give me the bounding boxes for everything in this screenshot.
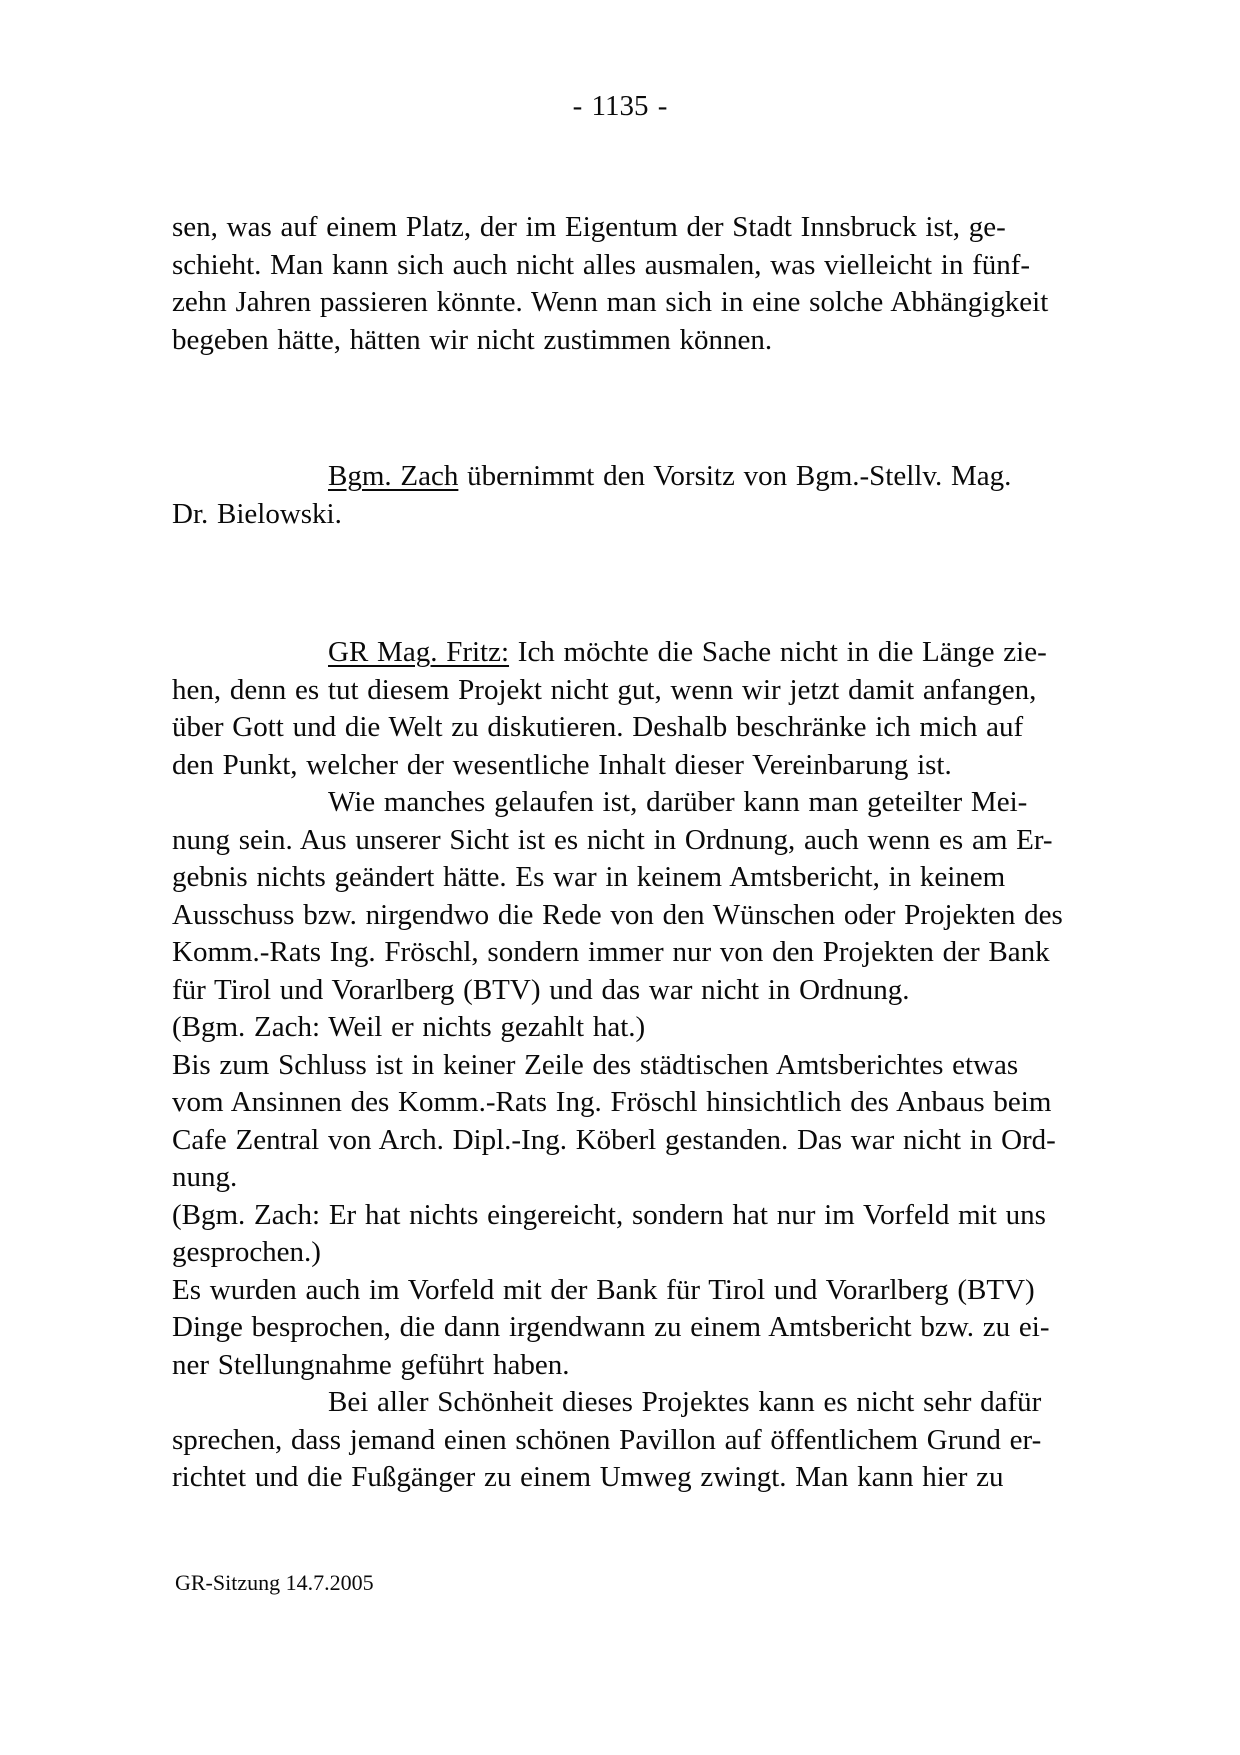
text-segment: Ich möchte die Sache nicht in die Länge zie- [509,636,1047,668]
paragraph-block [172,209,1102,359]
text-line [172,1272,1102,1310]
underlined-speaker-name: GR Mag. Fritz: [328,636,510,668]
text-segment: ner Stellungnahme geführt haben. [172,1348,570,1381]
text-segment: (Bgm. Zach: Er hat nichts eingereicht, sondern hat nur im Vorfeld mit uns [172,1198,1046,1231]
text-line [172,897,1102,935]
text-segment: Bei aller Schönheit dieses Projektes kann es nicht sehr dafür [328,1386,1042,1418]
text-line [172,1009,1102,1047]
text-segment: nung sein. Aus unserer Sicht ist es nicht in Ordnung, auch wenn es am Er- [172,823,1053,856]
text-line [172,1197,1102,1235]
text-segment: sprechen, dass jemand einen schönen Pavillon auf öffentlichem Grund er- [172,1423,1042,1456]
text-line [172,1159,1102,1197]
text-line [172,1084,1102,1122]
text-line [172,1122,1102,1160]
text-line [172,1459,1102,1497]
underlined-speaker-name: Bgm. Zach [328,460,459,492]
text-segment: Es wurden auch im Vorfeld mit der Bank für Tirol und Vorarlberg (BTV) [172,1273,1035,1306]
text-line [172,1234,1102,1272]
text-line [172,934,1102,972]
text-line [172,496,1102,534]
text-line [172,458,1102,496]
text-line [172,822,1102,860]
text-segment: richtet und die Fußgänger zu einem Umweg zwingt. Man kann hier zu [172,1461,1004,1493]
text-segment: gebnis nichts geändert hätte. Es war in keinem Amtsbericht, in keinem [172,861,1006,893]
text-segment: Cafe Zentral von Arch. Dipl.-Ing. Köberl gestanden. Das war nicht in Ord- [172,1123,1056,1156]
text-line [172,247,1102,285]
text-segment: hen, denn es tut diesem Projekt nicht gut, wenn wir jetzt damit anfangen, [172,673,1037,706]
text-segment: gesprochen.) [172,1236,321,1268]
text-segment: Wie manches gelaufen ist, darüber kann man geteilter Mei- [328,786,1028,818]
text-line [172,784,1102,822]
text-line [172,1422,1102,1460]
text-segment: schieht. Man kann sich auch nicht alles ausmalen, was vielleicht in fünf- [172,248,1031,281]
text-segment: Ausschuss bzw. nirgendwo die Rede von den Wünschen oder Projekten des [172,898,1063,931]
text-segment: (Bgm. Zach: Weil er nichts gezahlt hat.) [172,1011,646,1043]
text-segment: sen, was auf einem Platz, der im Eigentum der Stadt Innsbruck ist, ge- [172,211,1006,243]
text-segment: zehn Jahren passieren könnte. Wenn man sich in eine solche Abhängigkeit [172,286,1049,318]
text-line [172,1047,1102,1085]
page-footer: GR-Sitzung 14.7.2005 [175,1570,374,1595]
text-segment: Dinge besprochen, die dann irgendwann zu einem Amtsbericht bzw. zu ei- [172,1311,1050,1343]
paragraph-block [172,634,1102,1497]
text-segment: begeben hätte, hätten wir nicht zustimmen können. [172,323,773,356]
text-line [172,284,1102,322]
text-line [172,322,1102,360]
text-segment: Dr. Bielowski. [172,497,342,530]
text-segment: Bis zum Schluss ist in keiner Zeile des städtischen Amtsberichtes etwas [172,1048,1019,1081]
text-line [172,972,1102,1010]
text-line [172,859,1102,897]
text-line [172,1347,1102,1385]
text-line [172,672,1102,710]
text-line [172,634,1102,672]
text-line [172,1384,1102,1422]
text-segment: über Gott und die Welt zu diskutieren. Deshalb beschränke ich mich auf [172,711,1024,743]
text-segment: nung. [172,1161,238,1193]
text-line [172,709,1102,747]
paragraph-block [172,458,1102,533]
text-line [172,1309,1102,1347]
text-segment: Komm.-Rats Ing. Fröschl, sondern immer nur von den Projekten der Bank [172,936,1050,968]
text-line [172,747,1102,785]
text-segment: vom Ansinnen des Komm.-Rats Ing. Fröschl hinsichtlich des Anbaus beim [172,1086,1052,1118]
text-segment: für Tirol und Vorarlberg (BTV) und das war nicht in Ordnung. [172,973,910,1006]
text-segment: den Punkt, welcher der wesentliche Inhalt dieser Vereinbarung ist. [172,748,952,781]
text-line [172,209,1102,247]
page-number: - 1135 - [572,90,668,122]
text-segment: übernimmt den Vorsitz von Bgm.-Stellv. Mag. [458,460,1012,492]
